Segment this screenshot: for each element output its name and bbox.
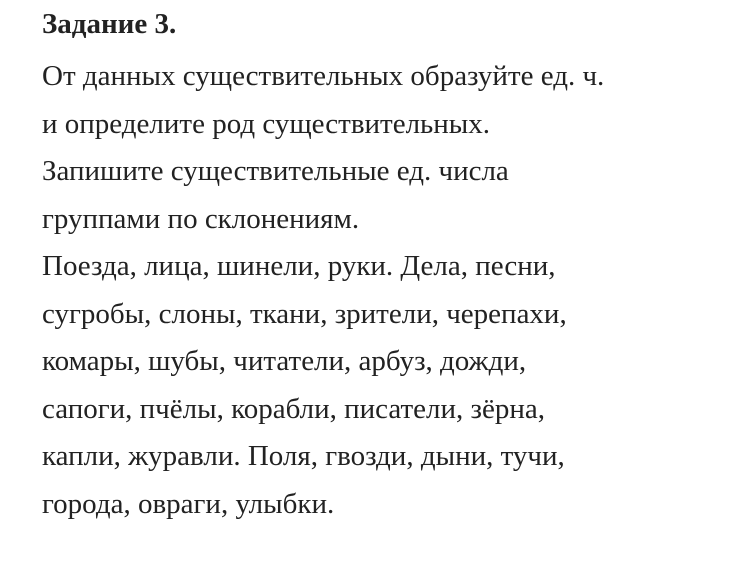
- word-list-line-3: комары, шубы, читатели, арбуз, дожди,: [42, 345, 527, 377]
- word-list-line-6: города, овраги, улыбки.: [42, 487, 335, 520]
- word-list-line-4: сапоги, пчёлы, корабли, писатели, зёрна,: [42, 392, 545, 425]
- instruction-line-2: и определите род существительных.: [42, 107, 491, 140]
- instruction-line-1: От данных существительных образуйте ед. ч.: [42, 60, 605, 92]
- task-title: Задание 3.: [42, 8, 177, 40]
- word-list-line-1: Поезда, лица, шинели, руки. Дела, песни,: [42, 250, 556, 282]
- instruction-line-3: Запишите существительные ед. числа: [42, 155, 509, 187]
- word-list-line-2: сугробы, слоны, ткани, зрители, черепахи,: [42, 297, 567, 330]
- instruction-line-4: группами по склонениям.: [42, 202, 360, 235]
- task-document: [42, 6, 742, 528]
- word-list-line-5: капли, журавли. Поля, гвозди, дыни, тучи,: [42, 440, 565, 472]
